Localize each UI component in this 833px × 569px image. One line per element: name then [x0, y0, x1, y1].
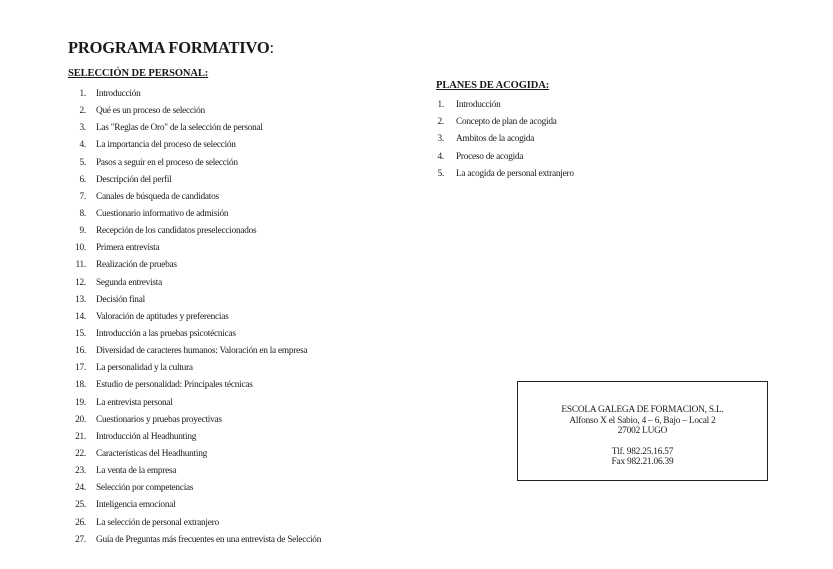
list-item-text: Descripción del perfil	[96, 174, 172, 185]
planes-list	[436, 97, 574, 183]
list-item	[68, 360, 321, 377]
list-item-text: La selección de personal extranjero	[96, 517, 219, 528]
list-item-text: Introducción	[96, 89, 141, 99]
contact-box	[517, 381, 768, 481]
list-item-number: 17.	[75, 363, 86, 374]
list-item	[68, 480, 321, 497]
list-item	[68, 86, 321, 103]
list-item-number: 20.	[75, 414, 86, 425]
list-item-text: Selección por competencias	[96, 483, 194, 494]
list-item	[68, 429, 321, 446]
list-item-number: 10.	[75, 243, 86, 254]
list-item-text: La importancia del proceso de selección	[96, 140, 236, 151]
list-item-text: Guía de Preguntas más frecuentes en una entrevista de Selección	[96, 534, 322, 545]
list-item	[68, 326, 321, 343]
list-item-text: La entrevista personal	[96, 397, 173, 408]
list-item-number: 13.	[75, 294, 86, 305]
page-title-text: PROGRAMA FORMATIVO	[68, 38, 270, 57]
list-item-text: Introducción	[456, 100, 501, 110]
list-item	[68, 240, 321, 257]
list-item-text: Pasos a seguir en el proceso de selección	[96, 157, 238, 168]
list-item-text: Introducción a las pruebas psicotécnicas	[96, 328, 236, 339]
contact-name: ESCOLA GALEGA DE FORMACION, S.L.	[561, 405, 724, 415]
list-item-number: 8.	[79, 208, 86, 219]
list-item	[68, 412, 321, 429]
list-item-text: Qué es un proceso de selección	[96, 106, 205, 117]
list-item	[436, 166, 574, 183]
list-item-number: 19.	[75, 397, 86, 408]
list-item-text: La personalidad y la cultura	[96, 363, 193, 374]
list-item-text: Características del Headhunting	[96, 448, 207, 459]
page-title-colon: :	[269, 38, 274, 57]
list-item-text: Recepción de los candidatos preseleccionados	[96, 226, 257, 237]
list-item	[68, 103, 321, 120]
list-item-text: Estudio de personalidad: Principales técnicas	[96, 380, 253, 391]
list-item-number: 22.	[75, 448, 86, 459]
list-item-number: 5.	[437, 168, 444, 179]
list-item-text: Introducción al Headhunting	[96, 431, 197, 442]
seleccion-heading: SELECCIÓN DE PERSONAL:	[68, 68, 209, 79]
contact-phone: Tlf. 982.25.16.57	[611, 446, 674, 457]
list-item	[68, 257, 321, 274]
list-item-number: 5.	[79, 157, 86, 168]
list-item-number: 4.	[437, 151, 444, 162]
list-item	[68, 377, 321, 394]
list-item-number: 1.	[79, 89, 86, 99]
list-item	[68, 532, 321, 549]
list-item	[68, 189, 321, 206]
list-item	[436, 149, 574, 166]
list-item-text: Primera entrevista	[96, 243, 160, 254]
list-item-number: 14.	[75, 311, 86, 322]
list-item	[68, 206, 321, 223]
list-item-number: 26.	[75, 517, 86, 528]
list-item-number: 15.	[75, 328, 86, 339]
list-item-number: 24.	[75, 483, 86, 494]
list-item-number: 3.	[437, 134, 444, 145]
list-item-number: 27.	[75, 534, 86, 545]
list-item-text: La acogida de personal extranjero	[456, 168, 574, 179]
list-item-number: 4.	[79, 140, 86, 151]
list-item	[68, 463, 321, 480]
list-item-number: 16.	[75, 346, 86, 357]
list-item	[68, 155, 321, 172]
seleccion-list	[68, 86, 321, 549]
list-item-text: Realización de pruebas	[96, 260, 177, 271]
list-item-number: 6.	[79, 174, 86, 185]
list-item	[436, 131, 574, 148]
list-item-text: Cuestionarios y pruebas proyectivas	[96, 414, 222, 425]
list-item-number: 7.	[79, 191, 86, 202]
list-item-text: La venta de la empresa	[96, 466, 177, 477]
list-item-number: 3.	[79, 123, 86, 134]
list-item-text: Cuestionario informativo de admisión	[96, 208, 229, 219]
list-item	[68, 120, 321, 137]
list-item-text: Concepto de plan de acogida	[456, 117, 557, 128]
planes-heading: PLANES DE ACOGIDA:	[436, 80, 550, 91]
list-item	[68, 497, 321, 514]
list-item-number: 2.	[79, 106, 86, 117]
list-item-number: 25.	[75, 500, 86, 511]
list-item	[68, 343, 321, 360]
list-item-text: Decisión final	[96, 294, 145, 305]
list-item-number: 12.	[75, 277, 86, 288]
list-item	[68, 446, 321, 463]
contact-address: Alfonso X el Sabio, 4 – 6, Bajo – Local 2	[569, 415, 716, 426]
list-item-text: Proceso de acogida	[456, 151, 524, 162]
list-item-text: Diversidad de caracteres humanos: Valoración en la empresa	[96, 346, 308, 357]
list-item	[68, 275, 321, 292]
list-item	[436, 114, 574, 131]
list-item-number: 23.	[75, 466, 86, 477]
list-item-number: 1.	[437, 100, 444, 110]
list-item-text: Las "Reglas de Oro" de la selección de personal	[96, 123, 263, 134]
contact-fax: Fax 982.21.06.39	[611, 457, 674, 467]
list-item	[436, 97, 574, 114]
list-item-text: Inteligencia emocional	[96, 500, 176, 511]
list-item	[68, 223, 321, 240]
list-item-number: 2.	[437, 117, 444, 128]
list-item-text: Ambitos de la acogida	[456, 134, 535, 145]
list-item-number: 18.	[75, 380, 86, 391]
list-item-text: Canales de búsqueda de candidatos	[96, 191, 219, 202]
list-item	[68, 515, 321, 532]
list-item	[68, 172, 321, 189]
contact-postal: 27002 LUGO	[617, 426, 668, 436]
list-item	[68, 137, 321, 154]
list-item-number: 21.	[75, 431, 86, 442]
list-item-text: Valoración de aptitudes y preferencias	[96, 311, 229, 322]
page-title	[68, 38, 274, 58]
list-item	[68, 292, 321, 309]
list-item	[68, 395, 321, 412]
list-item-text: Segunda entrevista	[96, 277, 162, 288]
list-item-number: 11.	[75, 260, 86, 271]
list-item	[68, 309, 321, 326]
list-item-number: 9.	[79, 226, 86, 237]
